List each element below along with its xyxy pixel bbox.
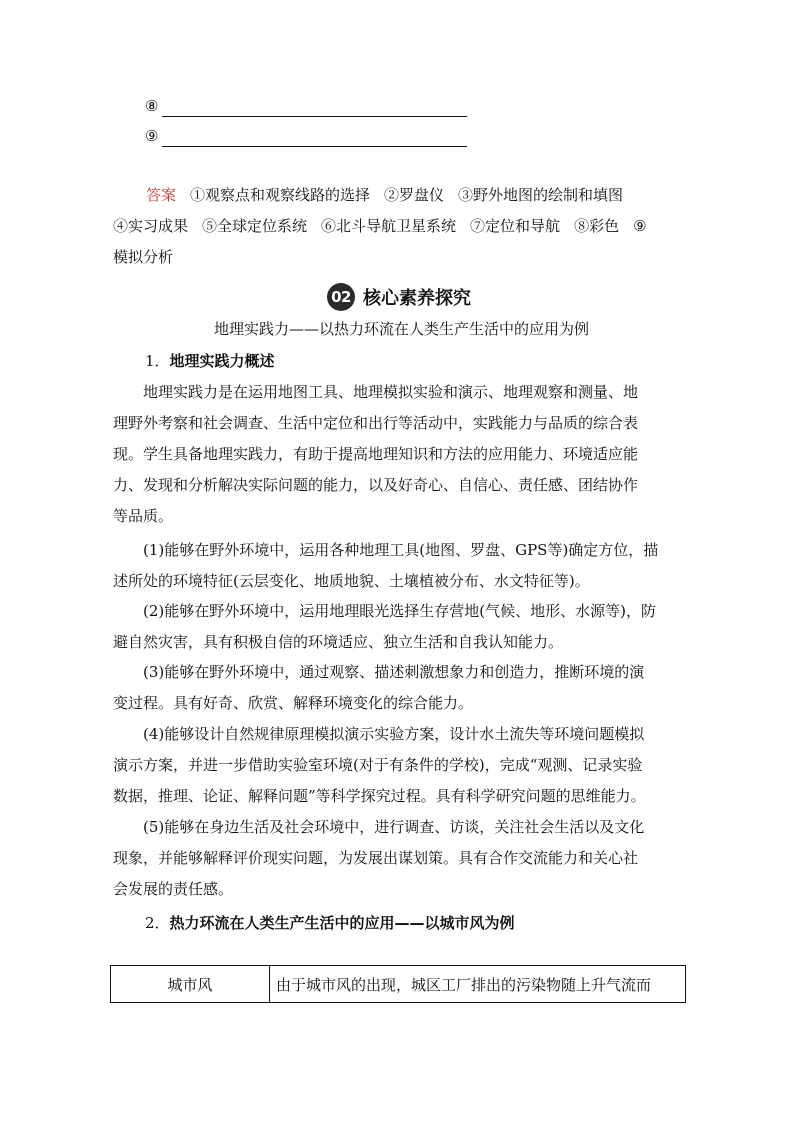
content-table (110, 965, 686, 1003)
answer-item: ⑧彩色 (574, 217, 620, 235)
answer-line-2 (113, 211, 683, 242)
text-line: 等品质。 (113, 507, 174, 525)
text-line: (5)能够在身边生活及社会环境中，进行调查、访谈，关注社会生活以及文化 (113, 818, 645, 836)
fill-blank-9 (145, 127, 475, 149)
text-line: (2)能够在野外环境中，运用地理眼光选择生存营地(气候、地形、水源等)，防 (113, 602, 656, 620)
blank-underline (162, 116, 467, 117)
section-number-badge: 02 (327, 283, 355, 311)
heading-number: 1． (145, 352, 170, 370)
answer-item: ③野外地图的绘制和填图 (458, 186, 624, 204)
text-line: (3)能够在野外环境中，通过观察、描述刺激想象力和创造力，推断环境的演 (113, 663, 645, 681)
answer-item: ⑨ (633, 217, 647, 235)
answer-tag: 答案 (146, 186, 177, 204)
table-cell-text: 由于城市风的出现，城区工厂排出的污染物随上升气流而 (276, 975, 652, 994)
text-line: (1)能够在野外环境中，运用各种地理工具(地图、罗盘、GPS等)确定方位，描 (113, 541, 659, 559)
text-line: 数据，推理、论证、解释问题”等科学探究过程。具有科学研究问题的思维能力。 (113, 787, 646, 805)
text-line: (4)能够设计自然规律原理模拟演示实验方案，设计水土流失等环境问题模拟 (113, 725, 645, 743)
text-line: 避自然灾害，具有积极自信的环境适应、独立生活和自我认知能力。 (113, 633, 564, 651)
section-subtitle: 地理实践力——以热力环流在人类生产生活中的应用为例 (214, 320, 590, 338)
section-title: 核心素养探究 (363, 288, 471, 309)
answer-item: ①观察点和观察线路的选择 (190, 186, 371, 204)
answer-item: ⑥北斗导航卫星系统 (321, 217, 457, 235)
blank-underline (162, 146, 467, 147)
answer-line-1 (113, 180, 683, 211)
answer-item: ⑦定位和导航 (470, 217, 561, 235)
text-line: 述所处的环境特征(云层变化、地质地貌、土壤植被分布、水文特征等)。 (113, 572, 590, 590)
blank-number: ⑨ (145, 127, 159, 145)
point-1-paragraph (113, 535, 683, 597)
answer-item: ②罗盘仪 (384, 186, 445, 204)
answer-block (113, 180, 683, 273)
heading-text: 热力环流在人类生产生活中的应用——以城市风为例 (169, 914, 515, 932)
heading-number: 2． (145, 914, 170, 932)
answer-item: ⑤全球定位系统 (202, 217, 308, 235)
text-line: 变过程。具有好奇、欣赏、解释环境变化的综合能力。 (113, 694, 474, 712)
answer-line-3: 模拟分析 (113, 248, 174, 266)
text-line: 地理实践力是在运用地图工具、地理模拟实验和演示、地理观察和测量、地 (113, 383, 639, 401)
heading-2 (145, 912, 515, 933)
fill-blank-8 (145, 97, 475, 119)
answer-item: ④实习成果 (113, 217, 189, 235)
point-2-paragraph (113, 596, 683, 658)
text-line: 会发展的责任感。 (113, 880, 234, 898)
text-line: 力、发现和分析解决实际问题的能力，以及好奇心、自信心、责任感、团结协作 (113, 476, 639, 494)
point-5-paragraph (113, 812, 683, 905)
point-3-paragraph (113, 657, 683, 719)
text-line: 演示方案，并进一步借助实验室环境(对于有条件的学校)，完成“观测、记录实验 (113, 756, 643, 774)
intro-paragraph (113, 377, 683, 532)
heading-text: 地理实践力概述 (169, 352, 275, 370)
section-header (327, 283, 471, 311)
text-line: 现象，并能够解释评价现实问题，为发展出谋划策。具有合作交流能力和关心社 (113, 849, 639, 867)
blank-number: ⑧ (145, 97, 159, 115)
point-4-paragraph (113, 719, 683, 812)
text-line: 理野外考察和社会调查、生活中定位和出行等活动中，实践能力与品质的综合表 (113, 414, 639, 432)
table-cell-label: 城市风 (111, 966, 270, 1002)
text-line: 现。学生具备地理实践力，有助于提高地理知识和方法的应用能力、环境适应能 (113, 445, 639, 463)
heading-1 (145, 350, 275, 371)
